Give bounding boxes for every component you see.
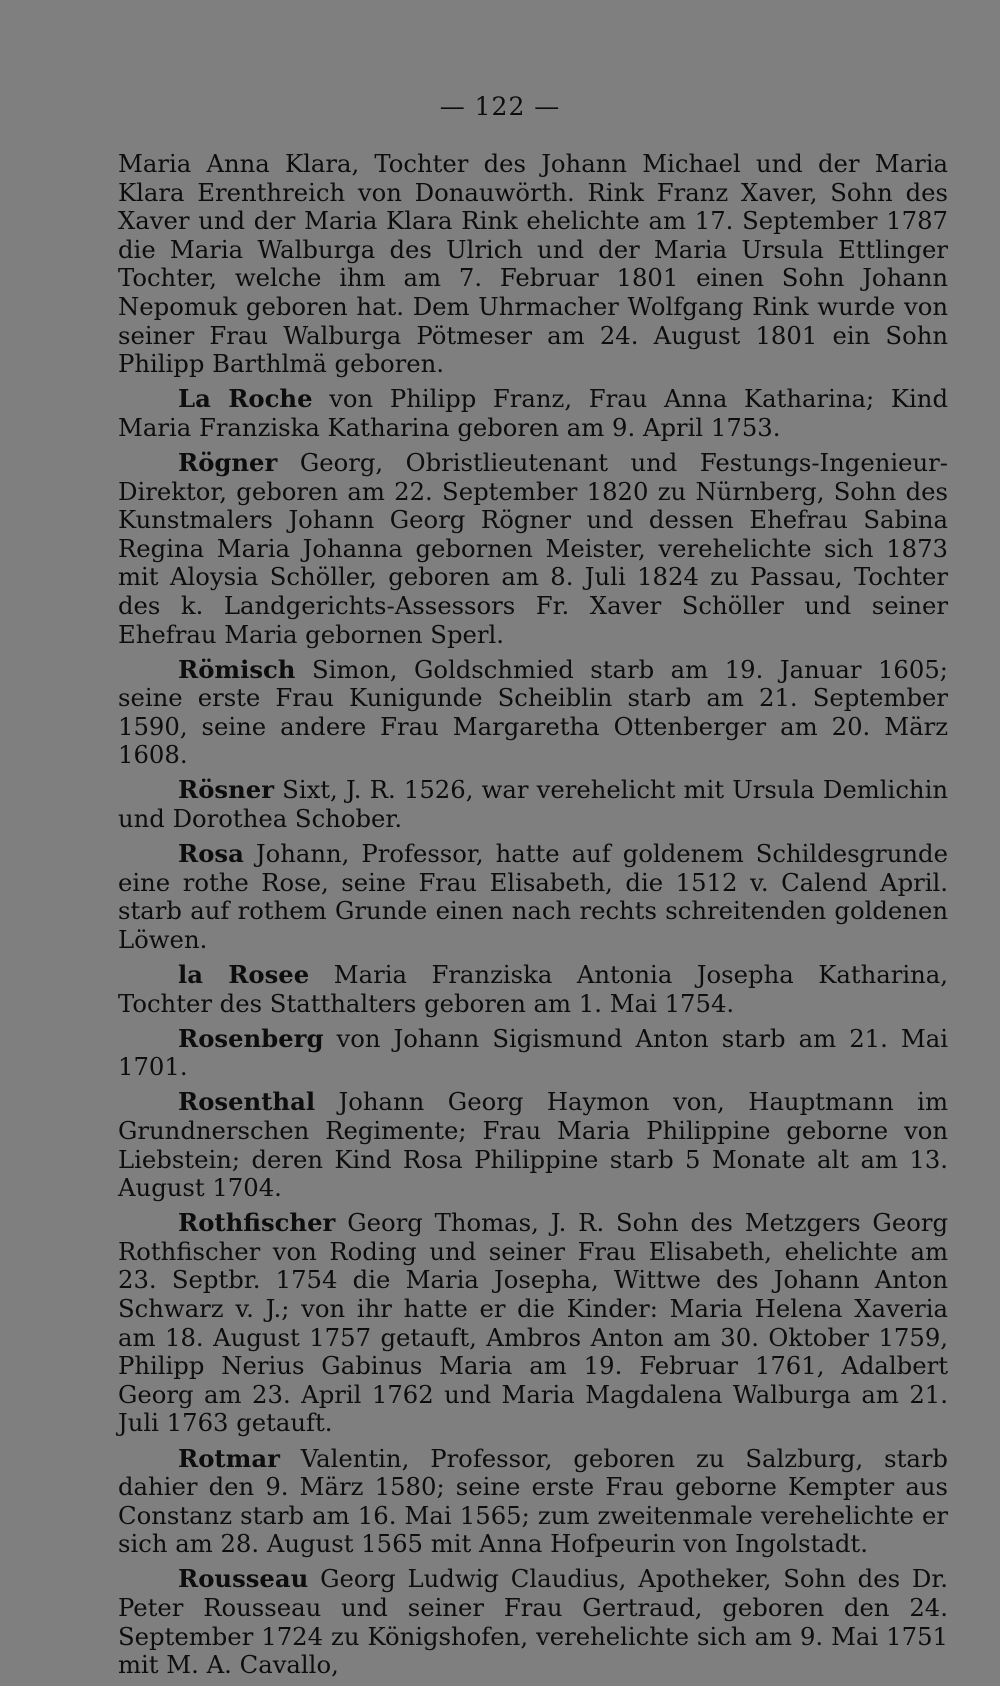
entry-text: Georg Ludwig Claudius, Apotheker, Sohn des Dr. Peter Rousseau und seiner Frau Gertraud, geboren den 24. September 1724 zu Königshofen, verehelichte sich am 9. Mai 1751 mit M. A. Cavallo, [118, 1564, 948, 1680]
entry-rosa [118, 840, 948, 954]
entry-surname: Rosa [178, 839, 244, 869]
page-body [118, 150, 948, 1686]
entry-la-rosee [118, 961, 948, 1018]
entry-text: Johann Georg Haymon von, Hauptmann im Grundnerschen Regimente; Frau Maria Philippine geborne von Liebstein; deren Kind Rosa Philippine starb 5 Monate alt am 13. August 1704. [118, 1087, 948, 1203]
entry-rousseau [118, 1565, 948, 1679]
entry-text: Sixt, J. R. 1526, war verehelicht mit Ursula Demlichin und Dorothea Schober. [118, 775, 948, 834]
entry-text: Simon, Goldschmied starb am 19. Januar 1605; seine erste Frau Kunigunde Scheiblin starb am 21. September 1590, seine andere Frau Margaretha Ottenberger am 20. März 1608. [118, 654, 948, 770]
entry-surname: Rothfischer [178, 1208, 336, 1238]
entry-text: Georg, Obristlieutenant und Festungs-Ingenieur-Direktor, geboren am 22. September 1820 zu Nürnberg, Sohn des Kunstmalers Johann Georg Rögner und dessen Ehefrau Sabina Regina Maria Johanna gebornen Meister, verehelichte sich 1873 mit Aloysia Schöller, geboren am 8. Juli 1824 zu Passau, Tochter des k. Landgerichts-Assessors Fr. Xaver Schöller und seiner Ehefrau Maria gebornen Sperl. [118, 447, 948, 649]
entry-text: Valentin, Professor, geboren zu Salzburg, starb dahier den 9. März 1580; seine erste Frau geborne Kempter aus Constanz starb am 16. Mai 1565; zum zweitenmale verehelichte er sich am 28. August 1565 mit Anna Hofpeurin von Ingolstadt. [118, 1443, 948, 1559]
entry-surname: Rousseau [178, 1564, 309, 1594]
entry-rotmar [118, 1445, 948, 1559]
entry-rothfischer [118, 1209, 948, 1438]
page-number: — 122 — [439, 92, 561, 121]
entry-surname: la Rosee [178, 960, 310, 990]
entry-rosenberg [118, 1025, 948, 1082]
entry-text: Georg Thomas, J. R. Sohn des Metzgers Georg Rothfischer von Roding und seiner Frau Elisabeth, ehelichte am 23. Septbr. 1754 die Maria Josepha, Wittwe des Johann Anton Schwarz v. J.; von ihr hatte er die Kinder: Maria Helena Xaveria am 18. August 1757 getauft, Ambros Anton am 30. Oktober 1759, Philipp Nerius Gabinus Maria am 19. Februar 1761, Adalbert Georg am 23. April 1762 und Maria Magdalena Walburga am 21. Juli 1763 getauft. [118, 1208, 948, 1438]
entry-text: von Philipp Franz, Frau Anna Katharina; Kind Maria Franziska Katharina geboren am 9. April 1753. [118, 384, 948, 442]
entry-rosenthal [118, 1088, 948, 1202]
entry-surname: Rosenberg [178, 1023, 324, 1053]
entry-roemisch [118, 656, 948, 770]
entry-text: von Johann Sigismund Anton starb am 21. Mai 1701. [118, 1023, 948, 1082]
entry-surname: Rögner [178, 447, 278, 477]
entry-continuation [118, 150, 948, 379]
entry-surname: La Roche [178, 384, 313, 414]
entry-roegner [118, 449, 948, 649]
entry-text: Maria Anna Klara, Tochter des Johann Michael und der Maria Klara Erenthreich von Donauwörth. Rink Franz Xaver, Sohn des Xaver und der Maria Klara Rink ehelichte am 17. September 1787 die Maria Walburga des Ulrich und der Maria Ursula Ettlinger Tochter, welche ihm am 7. Februar 1801 einen Sohn Johann Nepomuk geboren hat. Dem Uhrmacher Wolfgang Rink wurde von seiner Frau Walburga Pötmeser am 24. August 1801 ein Sohn Philipp Barthlmä geboren. [118, 149, 948, 379]
entry-surname: Römisch [178, 654, 296, 684]
entry-surname: Rösner [178, 775, 275, 805]
entry-surname: Rosenthal [178, 1087, 316, 1117]
entry-la-roche [118, 385, 948, 442]
entry-roesner [118, 776, 948, 833]
entry-text: Maria Franziska Antonia Josepha Katharina, Tochter des Statthalters geboren am 1. Mai 1754. [118, 960, 948, 1018]
entry-surname: Rotmar [178, 1443, 280, 1473]
entry-text: Johann, Professor, hatte auf goldenem Schildesgrunde eine rothe Rose, seine Frau Elisabeth, die 1512 v. Calend April. starb auf rothem Grunde einen nach rechts schreitenden goldenen Löwen. [118, 839, 948, 954]
